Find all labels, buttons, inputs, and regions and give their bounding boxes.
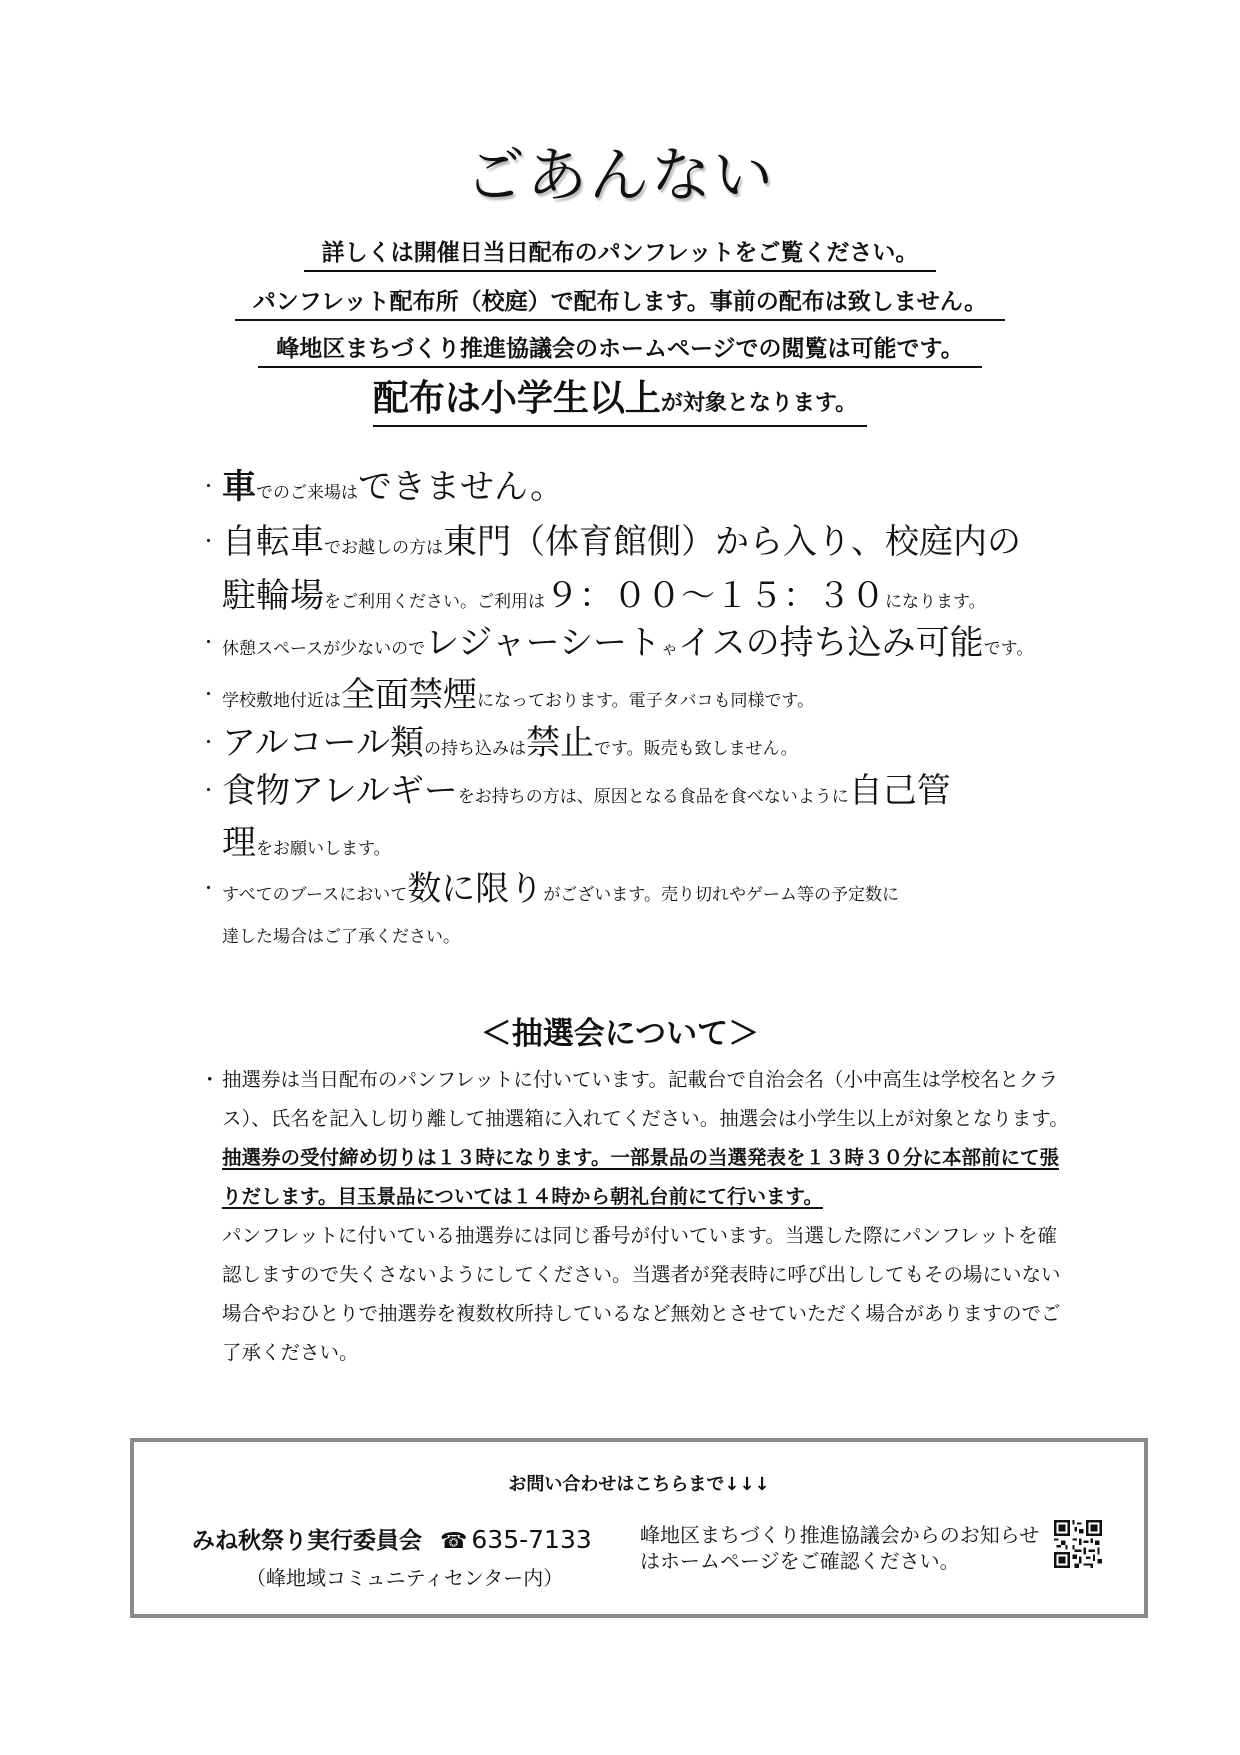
phone-icon: ☎: [440, 1529, 468, 1554]
organizer-name: みね秋祭り実行委員会: [192, 1528, 422, 1554]
target-big: 配布は小学生以上: [372, 377, 661, 419]
rule-smoking: ・ 学校敷地付近は全面禁煙になっております。電子タバコも同様です。: [200, 675, 815, 715]
contact-box: [130, 1438, 1148, 1618]
organizer-location: （峰地域コミュニティセンター内）: [246, 1566, 564, 1590]
council-notice: 峰地区まちづくり推進協議会からのお知らせはホームページをご確認ください。: [640, 1523, 1040, 1573]
lottery-instructions: 抽選券は当日配布のパンフレットに付いています。記載台で自治会名（小中高生は学校名とクラス）、氏名を記入し切り離して抽選箱に入れてください。抽選会は小学生以上が対象となります。: [222, 1068, 1069, 1130]
lottery-section: [200, 1060, 1070, 1372]
phone-number[interactable]: 635-7133: [471, 1525, 592, 1554]
page-title: ごあんない: [465, 141, 775, 211]
rules-list: [200, 460, 1100, 954]
lottery-title: ＜抽選会について＞: [480, 1016, 760, 1052]
rule-alcohol: ・ アルコール類の持ち込みは禁止です。販売も致しません。: [200, 723, 798, 763]
rule-allergy: ・ 食物アレルギーをお持ちの方は、原因となる食品を食べないように自己管 理をお願いします。: [200, 771, 951, 863]
notice-homepage: 峰地区まちづくり推進協議会のホームページでの閲覧は可能です。: [0, 330, 1240, 368]
rule-quantity-limit: ・ すべてのブースにおいて数に限りがございます。売り切れやゲーム等の予定数に 達した場合はご了承ください。: [200, 869, 899, 947]
notice-pamphlet: 詳しくは開催日当日配布のパンフレットをご覧ください。: [0, 234, 1240, 272]
notice-distribution: パンフレット配布所（校庭）で配布します。事前の配布は致しません。: [0, 283, 1240, 321]
rule-car: ・ 車でのご来場はできません。: [200, 467, 565, 507]
lottery-paragraph-2: パンフレットに付いている抽選券には同じ番号が付いています。当選した際にパンフレットを確認しますので失くさないようにしてください。当選者が発表時に呼び出ししてもその場にいない場合やおひとりで抽選券を複数枚所持しているなど無効とさせていただく場合がありますのでご了承ください。: [222, 1224, 1061, 1364]
lottery-deadline: 抽選券の受付締め切りは１３時になります。一部景品の当選発表を１３時３０分に本部前にて張りだします。目玉景品については１４時から朝礼台前にて行います。: [222, 1146, 1059, 1208]
rule-rest-space: ・ 休憩スペースが少ないのでレジャーシートゃイスの持ち込み可能です。: [200, 623, 1034, 663]
lottery-paragraph-1: ・ 抽選券は当日配布のパンフレットに付いています。記載台で自治会名（小中高生は学校名とクラス）、氏名を記入し切り離して抽選箱に入れてください。抽選会は小学生以上が対象となります。抽選券の受付締め切りは１３時になります。一部景品の当選発表を１３時３０分に本部前にて張りだします。目玉景品については１４時から朝礼台前にて行います。: [200, 1068, 1069, 1208]
rule-bicycle: ・ 自転車でお越しの方は東門（体育館側）から入り、校庭内の 駐輪場をご利用ください。ご利用は９：００～１５：３０になります。: [200, 522, 1021, 616]
target-small: が対象となります。: [660, 390, 858, 416]
organizer: [192, 1522, 592, 1555]
contact-heading: お問い合わせはこちらまで↓↓↓: [508, 1474, 770, 1495]
target-notice: [0, 370, 1240, 427]
qr-code-icon[interactable]: [1054, 1520, 1102, 1568]
